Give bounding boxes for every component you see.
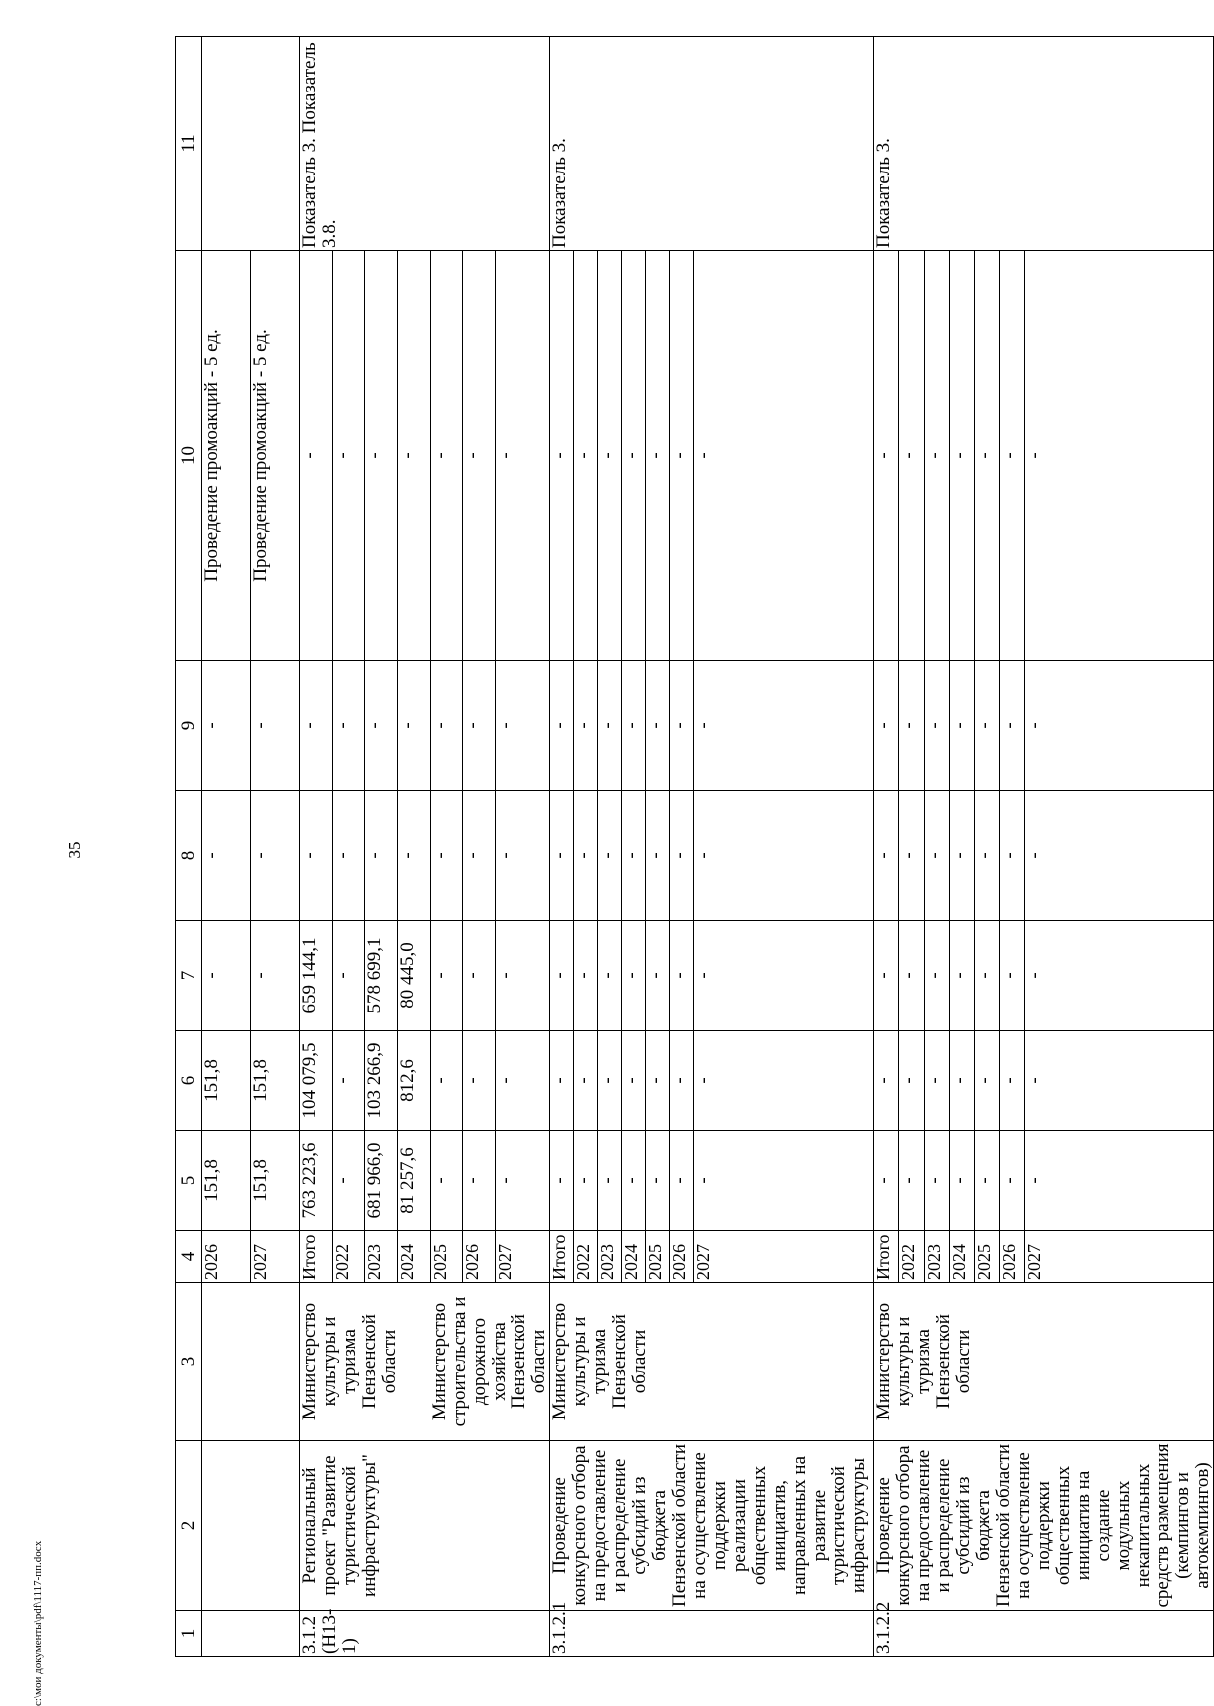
value-cell: - (1025, 1131, 1214, 1231)
value-cell: - (202, 661, 251, 791)
spacer (400, 1285, 430, 1438)
column-number-cell: 9 (176, 661, 202, 791)
value-cell: - (874, 1031, 899, 1131)
empty-cell (202, 37, 300, 251)
value-cell: - (202, 791, 251, 921)
value-cell: - (202, 921, 251, 1031)
value-cell: - (1000, 1031, 1025, 1131)
value-cell: 812,6 (397, 1031, 430, 1131)
value-cell: 681 966,0 (365, 1131, 398, 1231)
value-cell: - (574, 661, 598, 791)
measure-name: Региональный проект "Развитие туристической инфраструктуры" (300, 1441, 550, 1611)
value-cell: - (397, 661, 430, 791)
value-cell: - (332, 1131, 365, 1231)
column-number-cell: 10 (176, 251, 202, 661)
value-cell: - (874, 1131, 899, 1231)
result-cell: Проведение промоакций - 5 ед. (251, 251, 300, 661)
value-cell: - (949, 791, 974, 921)
value-cell: - (550, 921, 574, 1031)
value-cell: - (924, 791, 949, 921)
year-cell: 2024 (949, 1231, 974, 1283)
value-cell: - (899, 1131, 924, 1231)
column-number-row (176, 37, 202, 1657)
row-number: 3.1.2.2 (874, 1611, 1214, 1657)
row-number: 3.1.2.1 (550, 1611, 874, 1657)
value-cell: - (694, 791, 874, 921)
value-cell: - (430, 251, 463, 661)
value-cell: - (495, 1031, 549, 1131)
value-cell: - (463, 921, 496, 1031)
value-cell: - (495, 791, 549, 921)
year-cell: Итого (300, 1231, 333, 1283)
year-cell: 2026 (670, 1231, 694, 1283)
value-cell: - (949, 921, 974, 1031)
value-cell: - (924, 921, 949, 1031)
value-cell: - (430, 1131, 463, 1231)
value-cell: - (899, 251, 924, 661)
value-cell: - (598, 251, 622, 661)
executor-cell (874, 1283, 1214, 1441)
row-number: 3.1.2 (Н13-1) (300, 1611, 550, 1657)
value-cell: - (365, 661, 398, 791)
value-cell: - (622, 921, 646, 1031)
value-cell: - (332, 791, 365, 921)
value-cell: - (646, 791, 670, 921)
footer-file-path: c:\мои документы\pdf\1117-пп.docx (32, 1540, 44, 1706)
value-cell: - (899, 791, 924, 921)
value-cell: - (332, 661, 365, 791)
column-number-cell: 11 (176, 37, 202, 251)
value-cell: 578 699,1 (365, 921, 398, 1031)
year-cell: 2024 (622, 1231, 646, 1283)
value-cell: - (1000, 921, 1025, 1031)
value-cell: - (550, 791, 574, 921)
value-cell: 81 257,6 (397, 1131, 430, 1231)
measure-name: Проведение конкурсного отбора на предоставление и распределение субсидий из бюджета Пензенской области на осуществление поддержки реализации общественных инициатив, направленных на развитие туристической инфраструктуры (550, 1441, 874, 1611)
value-cell: - (365, 791, 398, 921)
value-cell: - (622, 1131, 646, 1231)
value-cell: - (670, 1131, 694, 1231)
value-cell: - (949, 251, 974, 661)
value-cell: - (1000, 1131, 1025, 1231)
value-cell: - (874, 791, 899, 921)
value-cell: - (332, 921, 365, 1031)
value-cell: 763 223,6 (300, 1131, 333, 1231)
year-cell: 2027 (694, 1231, 874, 1283)
value-cell: - (646, 1031, 670, 1131)
value-cell: - (495, 1131, 549, 1231)
value-cell: - (694, 661, 874, 791)
value-cell: - (300, 661, 333, 791)
value-cell: - (949, 661, 974, 791)
value-cell: - (365, 251, 398, 661)
value-cell: - (975, 1031, 1000, 1131)
year-cell: 2022 (574, 1231, 598, 1283)
value-cell: - (694, 1031, 874, 1131)
year-cell: Итого (874, 1231, 899, 1283)
year-cell: 2025 (646, 1231, 670, 1283)
value-cell: - (975, 921, 1000, 1031)
executor-cell (550, 1283, 874, 1441)
value-cell: 103 266,9 (365, 1031, 398, 1131)
value-cell: 104 079,5 (300, 1031, 333, 1131)
value-cell: - (598, 661, 622, 791)
value-cell: - (495, 921, 549, 1031)
value-cell: - (1025, 1031, 1214, 1131)
value-cell: - (251, 791, 300, 921)
value-cell: - (646, 1131, 670, 1231)
indicator-cell: Показатель 3. (874, 37, 1214, 251)
value-cell: - (598, 921, 622, 1031)
table-row (202, 37, 251, 1657)
rotated-table-container (175, 37, 1214, 1657)
value-cell: - (397, 791, 430, 921)
value-cell: - (670, 791, 694, 921)
year-cell: 2024 (397, 1231, 430, 1283)
indicator-cell: Показатель 3. Показатель 3.8. (300, 37, 550, 251)
value-cell: 151,8 (251, 1131, 300, 1231)
value-cell: - (495, 251, 549, 661)
value-cell: - (670, 251, 694, 661)
value-cell: - (694, 1131, 874, 1231)
value-cell: - (924, 251, 949, 661)
value-cell: - (463, 1131, 496, 1231)
value-cell: - (646, 921, 670, 1031)
value-cell: - (574, 251, 598, 661)
value-cell: 151,8 (251, 1031, 300, 1131)
empty-cell (202, 1283, 300, 1441)
value-cell: - (430, 921, 463, 1031)
value-cell: - (975, 1131, 1000, 1231)
year-cell: 2027 (1025, 1231, 1214, 1283)
value-cell: - (670, 1031, 694, 1131)
value-cell: - (574, 1131, 598, 1231)
measure-name: Проведение конкурсного отбора на предоставление и распределение субсидий из бюджета Пензенской области на осуществление поддержки общественных инициатив на создание модульных некапитальных средств размещения (кемпингов и автокемпингов) (874, 1441, 1214, 1611)
column-number-cell: 5 (176, 1131, 202, 1231)
value-cell: - (598, 1131, 622, 1231)
value-cell: - (574, 791, 598, 921)
value-cell: 151,8 (202, 1031, 251, 1131)
value-cell: - (874, 661, 899, 791)
empty-cell (202, 1441, 300, 1611)
value-cell: - (598, 791, 622, 921)
column-number-cell: 1 (176, 1611, 202, 1657)
value-cell: - (924, 1131, 949, 1231)
executor-cell (300, 1283, 550, 1441)
value-cell: - (975, 791, 1000, 921)
value-cell: - (397, 251, 430, 661)
year-cell: 2023 (598, 1231, 622, 1283)
value-cell: - (622, 791, 646, 921)
executor-name: Министерство культуры и туризма Пензенской области (549, 1302, 651, 1421)
value-cell: - (646, 661, 670, 791)
value-cell: - (1000, 251, 1025, 661)
value-cell: - (622, 251, 646, 661)
table-row (300, 37, 333, 1657)
value-cell: - (251, 921, 300, 1031)
value-cell: - (574, 921, 598, 1031)
value-cell: - (949, 1131, 974, 1231)
program-table (175, 36, 1214, 1657)
value-cell: - (430, 1031, 463, 1131)
year-cell: 2027 (495, 1231, 549, 1283)
value-cell: - (495, 661, 549, 791)
year-cell: 2025 (430, 1231, 463, 1283)
value-cell: - (430, 661, 463, 791)
value-cell: 151,8 (202, 1131, 251, 1231)
year-cell: Итого (550, 1231, 574, 1283)
year-cell: 2026 (202, 1231, 251, 1283)
value-cell: - (463, 251, 496, 661)
value-cell: - (463, 791, 496, 921)
column-number-cell: 8 (176, 791, 202, 921)
value-cell: - (622, 1031, 646, 1131)
value-cell: - (694, 251, 874, 661)
column-number-cell: 6 (176, 1031, 202, 1131)
column-number-cell: 3 (176, 1283, 202, 1441)
executor-name: Министерство культуры и туризма Пензенской области (299, 1302, 400, 1421)
value-cell: - (924, 661, 949, 791)
value-cell: - (550, 251, 574, 661)
column-number-cell: 2 (176, 1441, 202, 1611)
value-cell: - (975, 661, 1000, 791)
value-cell: - (1000, 791, 1025, 921)
value-cell: - (1025, 791, 1214, 921)
value-cell: - (550, 1031, 574, 1131)
value-cell: 659 144,1 (300, 921, 333, 1031)
result-cell: Проведение промоакций - 5 ед. (202, 251, 251, 661)
value-cell: - (332, 1031, 365, 1131)
value-cell: - (949, 1031, 974, 1131)
year-cell: 2023 (365, 1231, 398, 1283)
value-cell: - (550, 1131, 574, 1231)
value-cell: - (251, 661, 300, 791)
page-number: 35 (65, 841, 84, 859)
table-row (550, 37, 574, 1657)
column-number-cell: 7 (176, 921, 202, 1031)
year-cell: 2027 (251, 1231, 300, 1283)
value-cell: - (975, 251, 1000, 661)
value-cell: - (899, 921, 924, 1031)
value-cell: - (430, 791, 463, 921)
value-cell: - (332, 251, 365, 661)
executor-name: Министерство культуры и туризма Пензенской области (873, 1302, 975, 1421)
value-cell: - (598, 1031, 622, 1131)
value-cell: - (646, 251, 670, 661)
year-cell: 2022 (332, 1231, 365, 1283)
column-number-cell: 4 (176, 1231, 202, 1283)
year-cell: 2026 (463, 1231, 496, 1283)
value-cell: - (1025, 921, 1214, 1031)
year-cell: 2022 (899, 1231, 924, 1283)
value-cell: - (1025, 251, 1214, 661)
year-cell: 2023 (924, 1231, 949, 1283)
empty-cell (202, 1611, 300, 1657)
value-cell: - (300, 251, 333, 661)
executor-name: Министерство строительства и дорожного хозяйства Пензенской области (428, 1296, 550, 1427)
value-cell: - (550, 661, 574, 791)
value-cell: - (874, 921, 899, 1031)
value-cell: - (574, 1031, 598, 1131)
indicator-cell: Показатель 3. (550, 37, 874, 251)
value-cell: - (899, 661, 924, 791)
value-cell: - (1000, 661, 1025, 791)
value-cell: - (670, 921, 694, 1031)
value-cell: - (670, 661, 694, 791)
value-cell: - (924, 1031, 949, 1131)
year-cell: 2026 (1000, 1231, 1025, 1283)
table-row (874, 37, 899, 1657)
value-cell: - (694, 921, 874, 1031)
value-cell: - (1025, 661, 1214, 791)
value-cell: - (622, 661, 646, 791)
year-cell: 2025 (975, 1231, 1000, 1283)
value-cell: - (463, 1031, 496, 1131)
value-cell: - (899, 1031, 924, 1131)
value-cell: - (463, 661, 496, 791)
value-cell: - (300, 791, 333, 921)
value-cell: - (874, 251, 899, 661)
value-cell: 80 445,0 (397, 921, 430, 1031)
